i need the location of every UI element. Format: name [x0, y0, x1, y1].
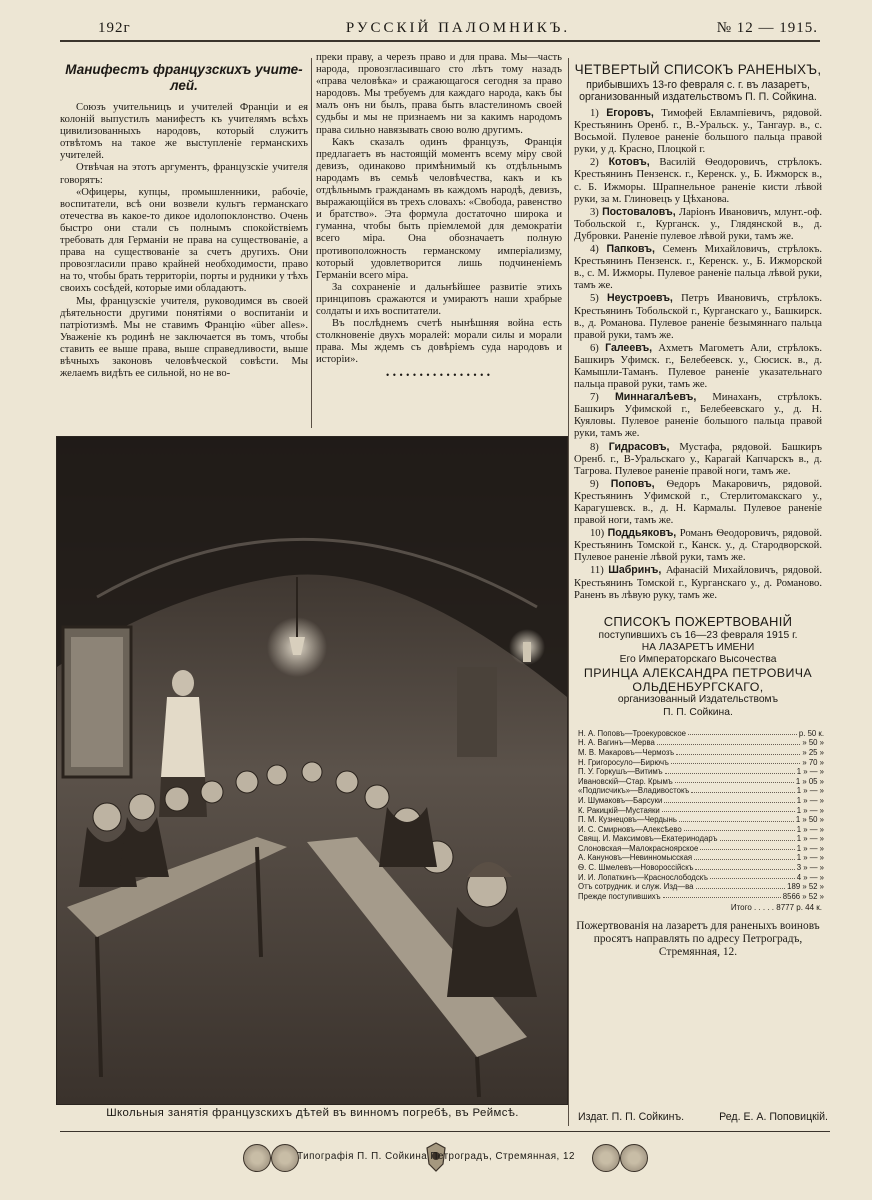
donation-amount: 1 » — »: [796, 853, 824, 863]
article-paragraph: «Офицеры, купцы, промышленники, рабочіе, воспитатели, всѣ они возвели культъ германскаго отечества въ какое-то дикое идолопоклонство. Очень быстро они стали съ полнымъ спокойствіемъ требовать для Германіи не права на существованіе, а права на существованіе за счетъ другихъ. Они провозгласили право крайней необходимости, право на то, чтобы брать территоріи, порты и рудники у тѣхъ своихъ сосѣдей, которые ими обладаютъ.: [60, 186, 308, 295]
article-column-1: [60, 58, 308, 380]
donation-amount: 1 » — »: [796, 824, 824, 834]
leader-dots: [695, 863, 794, 870]
wounded-entry: 11) Шабринъ, Афанасій Михайловичъ, рядовой. Крестьянинъ Томской г., Курганскаго у., д. Романово. Раненъ въ лѣвую руку, тамъ же.: [574, 564, 822, 601]
donation-row: [578, 796, 824, 806]
donor-name: Прежде поступившихъ: [578, 891, 661, 901]
page-footer: [0, 1142, 872, 1172]
imprint: [578, 1111, 828, 1123]
publisher: Издат. П. П. Сойкинъ.: [578, 1111, 685, 1123]
donation-row: [578, 892, 824, 902]
photo-caption: Школьныя занятія французскихъ дѣтей въ винномъ погребѣ, въ Реймсѣ.: [106, 1107, 519, 1119]
donations-line: организованный Издательствомъ: [617, 694, 779, 706]
donation-row: [578, 777, 824, 787]
donation-row: [578, 844, 824, 854]
donation-row: [578, 758, 824, 768]
donation-amount: 1 » — »: [796, 767, 824, 777]
wounded-entry: 1) Егоровъ, Тимофей Евлампіевичъ, рядовой. Крестьянинъ Оренб. г., В.-Уральск. у., Тангаур. в., с. Восьмой. Пулевое раненіе большого пальца правой руки, у д. Красно, Плоцкой г.: [574, 107, 822, 156]
donation-amount: 1 » 50 »: [795, 815, 824, 825]
column-divider: [568, 58, 569, 1126]
printer-line: Типографія П. П. Сойкина Петроградъ, Стремянная, 12: [297, 1151, 575, 1162]
article-paragraph: За сохраненіе и дальнѣйшее развитіе этихъ принциповъ сражаются и умираютъ наши храбрые солдаты и ихъ воспитатели.: [316, 281, 562, 317]
donations-total: Итого . . . . . 8777 р. 44 к.: [730, 903, 822, 913]
leader-dots: [696, 882, 786, 889]
donor-name: М. В. Макаровъ—Чермозъ: [578, 747, 675, 757]
donor-name: Н. Григоросуло—Бирючъ: [578, 757, 669, 767]
donation-amount: р. 50 к.: [798, 728, 824, 738]
donation-row: [578, 738, 824, 748]
leader-dots: [679, 815, 794, 822]
donations-appeal: Пожертвованія на лазаретъ для раненыхъ воиновъ просятъ направлять по адресу Петроградъ, Стремянная, 12.: [576, 920, 820, 959]
donations-title: СПИСОКЪ ПОЖЕРТВОВАНІЙ: [603, 613, 793, 629]
column-divider: [311, 58, 312, 428]
donation-row: [578, 786, 824, 796]
leader-dots: [684, 825, 795, 832]
journal-title: РУССКІЙ ПАЛОМНИКЪ.: [345, 20, 571, 36]
leader-dots: [665, 767, 795, 774]
donation-amount: 8566 » 52 »: [782, 891, 824, 901]
article-paragraph: Союзъ учительницъ и учителей Франціи и ея колоній выпустилъ манифестъ къ учителямъ всѣхъ цивилизованныхъ народовъ, который служитъ отвѣтомъ на такое же выступленіе германскихъ учителей.: [60, 102, 308, 162]
donor-name: К. Ракицкій—Мустаяки: [578, 805, 660, 815]
page-header: [98, 14, 818, 38]
leader-dots: [710, 873, 795, 880]
wounded-entry: 10) Поддьяковъ, Романъ Ѳеодоровичъ, рядовой. Крестьянинъ Томской г., Канск. у., д. Стародворской. Пулевое раненіе лѣвой руки, тамъ же.: [574, 527, 822, 564]
donor-name: Слоновская—Малокрасноярское: [578, 843, 699, 853]
wounded-entry: 3) Постоваловъ, Ларіонъ Ивановичъ, млунт.-оф. Тобольской г., Курганск. у., Глядянской в., д. Дубровки. Раненіе пулевое лѣвой руки, тамъ же.: [574, 205, 823, 242]
wounded-entry: 8) Гидрасовъ, Мустафа, рядовой. Башкиръ Оренб. г., В-Уральскаго у., Карагай Капчарскъ в., д. Тагрова. Пулевое раненіе правой ноги, тамъ же.: [574, 440, 823, 477]
donation-amount: 1 » — »: [796, 805, 824, 815]
article-body-2: [316, 52, 562, 366]
donation-amount: 3 » — »: [796, 863, 824, 873]
leader-dots: [675, 777, 794, 784]
donor-name: Н. А. Поповъ—Троекуровское: [578, 728, 686, 738]
leader-dots: [720, 834, 795, 841]
footer-rule: [60, 1131, 830, 1132]
leader-dots: [662, 806, 795, 813]
section-divider: ••••••••••••••••: [385, 371, 493, 381]
donor-name: И. Шумаковъ—Барсуки: [578, 795, 663, 805]
donation-amount: » 70 »: [802, 757, 824, 767]
donation-amount: 189 » 52 »: [787, 882, 824, 892]
donor-name: Ивановскій—Стар. Крымъ: [578, 776, 673, 786]
donor-name: П. У. Горкушъ—Витимъ: [578, 767, 663, 777]
wounded-list-title: ЧЕТВЕРТЫЙ СПИСОКЪ РАНЕНЫХЪ,: [574, 62, 822, 77]
donation-row: [578, 834, 824, 844]
donation-amount: 1 » — »: [796, 843, 824, 853]
article-paragraph: Въ послѣднемъ счетѣ нынѣшняя война есть столкновеніе двухъ моралей: морали силы и морали права. Мы ждемъ съ довѣріемъ суда народовъ и исторіи».: [316, 318, 562, 366]
donation-row: [578, 873, 824, 883]
leader-dots: [657, 738, 800, 745]
donations-line: Его Императорскаго Высочества: [619, 654, 777, 666]
donation-row: [578, 853, 824, 863]
donation-row: [578, 863, 824, 873]
donations-line: П. П. Сойкина.: [663, 706, 733, 718]
donation-amount: 1 » 05 »: [795, 776, 824, 786]
donations-table: [578, 729, 824, 902]
donor-name: Н. А. Вагинъ—Мерва: [578, 738, 655, 748]
wounded-entry: 2) Котовъ, Василій Ѳеодоровичъ, стрѣлокъ. Крестьянинъ Пензенск. г., Керенск. у., Б. Ижморск в., с. Б. Ижморы. Шрапнельное раненіе кисти лѣвой руки, за м. Глиновецъ у Цѣханова.: [574, 156, 823, 205]
leader-dots: [671, 758, 800, 765]
leader-dots: [700, 844, 794, 851]
donations-dates: поступившихъ съ 16—23 февраля 1915 г.: [598, 629, 798, 641]
donation-row: [578, 806, 824, 816]
leader-dots: [694, 853, 795, 860]
donor-name: И. С. Смирновъ—Алексѣево: [578, 824, 682, 834]
wounded-entry: 7) Миннагалѣевъ, Минаханъ, стрѣлокъ. Башкиръ Уфимской г., Белебеевскаго у., д. Н. Куяловы. Пулевое раненіе большого пальца правой руки, тамъ же.: [574, 391, 822, 440]
donor-name: Свящ. И. Максимовъ—Екатеринодаръ: [578, 834, 718, 844]
wounded-list-subtitle: прибывшихъ 13-го февраля с. г. въ лазаретъ, организованный издательствомъ П. П. Сойкина.: [579, 79, 817, 103]
article-paragraph: Отвѣчая на этотъ аргументъ, французскіе учителя говорятъ:: [60, 162, 308, 186]
wounded-entry: 9) Поповъ, Ѳедоръ Макаровичъ, рядовой. Крестьянинъ Уфимской г., Стерлитомакскаго у., Карагушевск. в., д. Н. Кармалы. Пулевое раненіе правой ноги, тамъ же.: [574, 477, 822, 527]
donor-name: Отъ сотрудник. и служ. Изд—ва: [578, 882, 694, 892]
editor: Ред. Е. А. Поповицкій.: [719, 1111, 828, 1123]
donor-name: Ѳ. С. Шмелевъ—Новороссійскъ: [578, 863, 694, 873]
leader-dots: [663, 892, 781, 899]
donation-row: [578, 815, 824, 825]
leader-dots: [676, 748, 800, 755]
donor-name: П. М. Кузнецовъ—Чердынь: [578, 815, 677, 825]
photo-wine-cellar-school: [56, 436, 568, 1105]
donor-name: «Подписчикъ»—Владивостокъ: [578, 786, 690, 796]
donation-amount: 1 » — »: [796, 834, 824, 844]
article-paragraph: Мы, французскіе учителя, руководимся въ своей дѣятельности другими понятіями о воспитаніи и патріотизмѣ. Мы не ставимъ Францію «über alles». Уваженіе къ родинѣ не заключается въ томъ, чтобы ставить ее выше права, выше справедливости, выше вѣчныхъ законовъ человѣческой совѣсти. Мы желаемъ видѣть ее сильной, но не во-: [60, 295, 308, 380]
donation-row: [578, 825, 824, 835]
article-paragraph: преки праву, а черезъ право и для права. Мы—часть народа, провозгласившаго сто лѣтъ тому назадъ «права человѣка» и сражающагося сегодня за право народовъ. Мы требуемъ для каждаго народа, какъ бы малъ онъ ни былъ, права быть властелиномъ своей судьбы и мы не признаемъ ни за какимъ народомъ права сильно навязывать свою волю другимъ.: [316, 52, 562, 136]
donation-amount: 1 » — »: [796, 795, 824, 805]
page-number: 192г: [98, 20, 131, 36]
wounded-list: [574, 107, 822, 602]
wounded-entry: 4) Папковъ, Семенъ Михайловичъ, стрѣлокъ. Крестьянинъ Пензенск. г., Керенск. у., Б. Ижморской в., с. М. Ижморы. Пулевое раненіе пальца лѣвой руки, тамъ же.: [574, 243, 822, 292]
donations-line: НА ЛАЗАРЕТЪ ИМЕНИ: [641, 641, 755, 653]
donations-prince: ОЛЬДЕНБУРГСКАГО,: [632, 680, 764, 695]
article-paragraph: Какъ сказалъ одинъ французъ, Франція предлагаетъ въ настоящій моментъ всему міру свой девизъ, одинаково примѣнимый къ отдѣльнымъ народамъ въ семьѣ человѣчества, какъ и къ отдѣльнымъ гражданамъ въ каждомъ народѣ, девизъ, выражающійся въ трехъ словахъ: «Свобода, равенство и братство». Эта формула достаточно широка и гуманна, чтобы быть пріемлемой для демократіи всего міра. Она обозначаетъ полную противоположность германскому имперіализму, который удовлетворится лишь подчиненіемъ Германіи всего міра.: [316, 136, 562, 281]
donation-row: [578, 882, 824, 892]
donation-row: [578, 729, 824, 739]
wounded-entry: 5) Неустроевъ, Петръ Ивановичъ, стрѣлокъ. Крестьянинъ Тобольской г., Курганскаго у., Башкирск. в., д. Романова. Пулевое раненіе безымяннаго пальца правой руки, тамъ же.: [574, 292, 822, 341]
leader-dots: [664, 796, 794, 803]
donor-name: А. Кануновъ—Невинномысская: [578, 853, 693, 863]
donation-amount: » 50 »: [802, 738, 824, 748]
donation-row: [578, 748, 824, 758]
issue-number: № 12 — 1915.: [716, 20, 818, 36]
article-body-1: [60, 102, 308, 380]
donation-row: [578, 767, 824, 777]
header-rule: [60, 40, 820, 42]
donation-amount: 1 » — »: [796, 786, 824, 796]
leader-dots: [691, 786, 794, 793]
wounded-entry: 6) Галеевъ, Ахметъ Магометъ Али, стрѣлокъ. Башкиръ Уфимск. г., Белебеевск. у., Сюсиск. в., д. Камышли-Таманъ. Пулевое раненіе указательнаго пальца правой руки, тамъ же.: [574, 341, 822, 391]
donation-amount: » 25 »: [802, 747, 824, 757]
wounded-column: [574, 62, 822, 959]
article-column-2: [316, 52, 562, 380]
donor-name: И. И. Лопаткинъ—Краснослободскъ: [578, 872, 709, 882]
donation-amount: 4 » — »: [796, 872, 824, 882]
leader-dots: [688, 729, 797, 736]
donations-prince: ПРИНЦА АЛЕКСАНДРА ПЕТРОВИЧА: [583, 666, 813, 681]
article-title: Манифестъ французскихъ учите-лей.: [65, 62, 303, 93]
